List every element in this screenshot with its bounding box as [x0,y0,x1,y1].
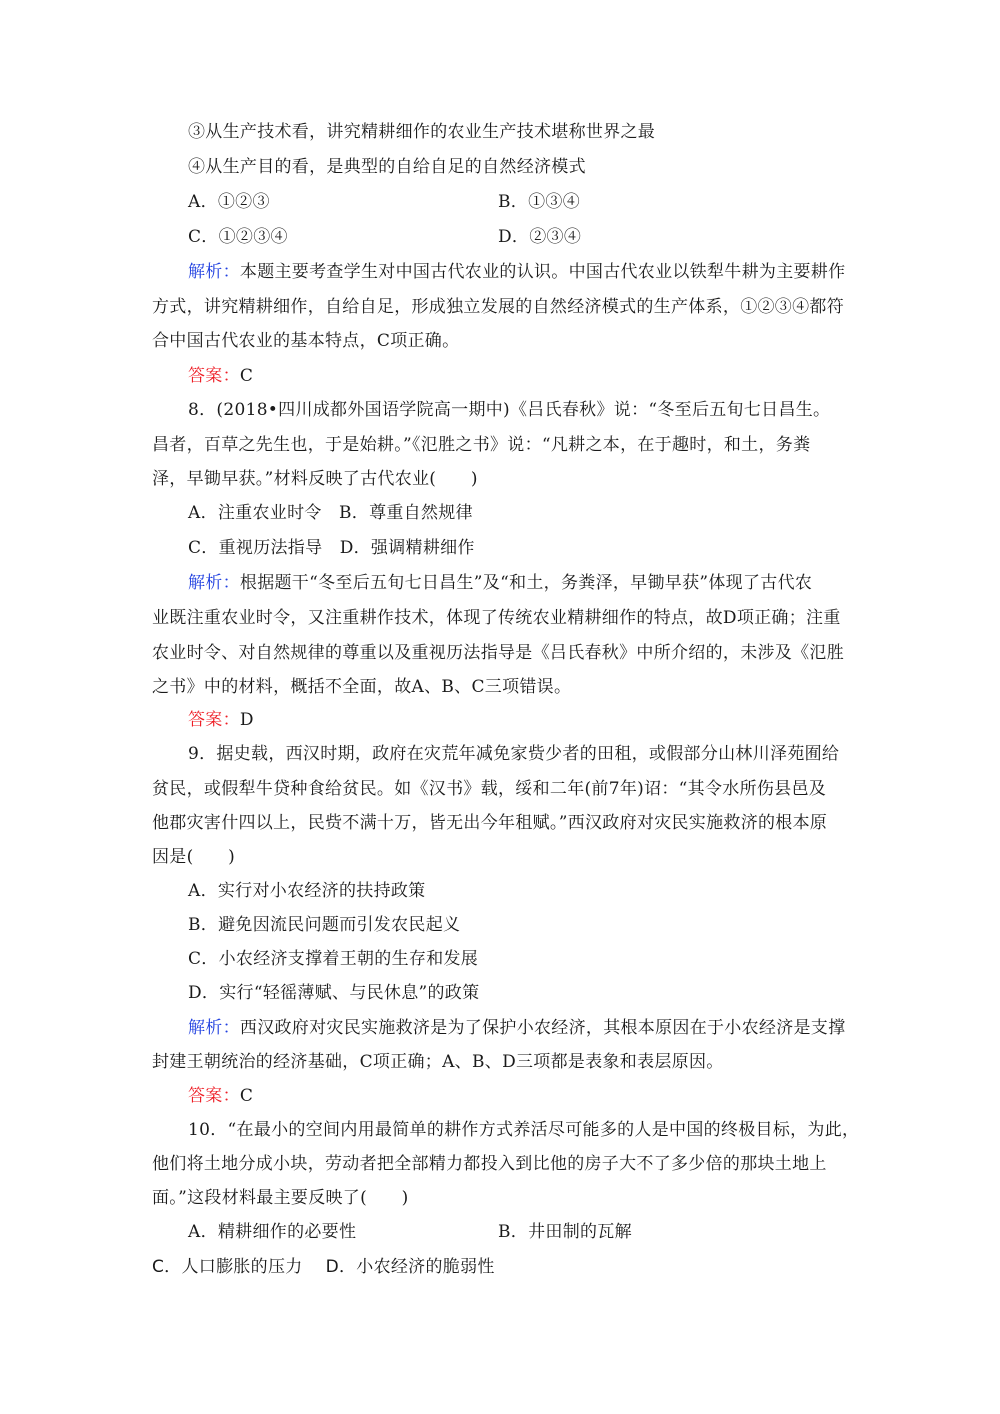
q9-option-b: B．避免因流民问题而引发农民起义 [188,915,461,935]
q8-analysis-line-2: 业既注重农业时令，又注重耕作技术，体现了传统农业精耕细作的特点，故D项正确；注重 [152,608,841,628]
answer-value: C [239,1086,254,1106]
q10-option-a: A．精耕细作的必要性 [188,1222,357,1242]
q7-option-a: A．①②③ [188,192,270,212]
q9-stem-line-1: 9．据史载，西汉时期，政府在灾荒年减免家赀少者的田租，或假部分山林川泽苑囿给 [188,744,840,764]
q7-analysis-line-1 [188,260,845,284]
q9-option-a: A．实行对小农经济的扶持政策 [188,881,426,901]
analysis-label: 解析： [188,573,240,593]
q10-option-b: B．井田制的瓦解 [498,1222,632,1242]
q9-stem-line-4: 因是( ) [152,847,236,867]
q7-statement-3: ③从生产技术看，讲究精耕细作的农业生产技术堪称世界之最 [188,122,656,142]
q9-analysis-line-2: 封建王朝统治的经济基础，C项正确；A、B、D三项都是表象和表层原因。 [152,1052,724,1072]
analysis-text: 根据题干“冬至后五旬七日昌生”及“和土，务粪泽，早锄早获”体现了古代农 [239,573,813,593]
q8-analysis-line-4: 之书》中的材料，概括不全面，故A、B、C三项错误。 [152,677,572,697]
q9-stem-line-3: 他郡灾害什四以上，民赀不满十万，皆无出今年租赋。”西汉政府对灾民实施救济的根本原 [152,813,828,833]
q10-options-cd: C．人口膨胀的压力 D．小农经济的脆弱性 [152,1257,495,1277]
answer-label: 答案： [188,710,240,730]
q10-stem-line-1: 10．“在最小的空间内用最简单的耕作方式养活尽可能多的人是中国的终极目标，为此， [188,1120,860,1140]
analysis-label: 解析： [188,262,240,282]
q9-analysis-line-1 [188,1016,845,1040]
q10-stem-line-2: 他们将土地分成小块，劳动者把全部精力都投入到比他的房子大不了多少倍的那块土地上 [152,1154,827,1174]
q7-option-c: C．①②③④ [188,227,288,247]
q7-option-b: B．①③④ [498,192,580,212]
q10-stem-line-3: 面。”这段材料最主要反映了( ) [152,1188,409,1208]
q7-answer [188,364,253,388]
q7-option-d: D．②③④ [498,227,582,247]
q8-stem-line-3: 泽，早锄早获。”材料反映了古代农业( ) [152,469,478,489]
q9-stem-line-2: 贫民，或假犁牛贷种食给贫民。如《汉书》载，绥和二年(前7年)诏：“其令水所伤县邑及 [152,779,827,799]
answer-label: 答案： [188,366,240,386]
answer-label: 答案： [188,1086,240,1106]
q7-analysis-line-2: 方式，讲究精耕细作，自给自足，形成独立发展的自然经济模式的生产体系，①②③④都符 [152,297,844,317]
analysis-label: 解析： [188,1018,240,1038]
q9-option-c: C．小农经济支撑着王朝的生存和发展 [188,949,479,969]
q8-stem-line-2: 昌者，百草之先生也，于是始耕。”《氾胜之书》说：“凡耕之本，在于趣时，和土，务粪 [152,435,811,455]
q8-options-cd: C．重视历法指导 D．强调精耕细作 [188,538,475,558]
q8-answer [188,708,254,732]
analysis-text: 本题主要考查学生对中国古代农业的认识。中国古代农业以铁犁牛耕为主要耕作 [239,262,846,282]
q9-answer [188,1084,253,1108]
answer-value: D [239,710,254,730]
q9-option-d: D．实行“轻徭薄赋、与民休息”的政策 [188,983,480,1003]
q8-options-ab: A．注重农业时令 B．尊重自然规律 [188,503,473,523]
q8-analysis-line-3: 农业时令、对自然规律的尊重以及重视历法指导是《吕氏春秋》中所介绍的，未涉及《氾胜 [152,643,844,663]
q7-statement-4: ④从生产目的看，是典型的自给自足的自然经济模式 [188,157,586,177]
q7-analysis-line-3: 合中国古代农业的基本特点，C项正确。 [152,331,460,351]
analysis-text: 西汉政府对灾民实施救济是为了保护小农经济，其根本原因在于小农经济是支撑 [239,1018,846,1038]
answer-value: C [239,366,254,386]
q8-analysis-line-1 [188,571,812,595]
q8-stem-line-1: 8．(2018•四川成都外国语学院高一期中)《吕氏春秋》说：“冬至后五旬七日昌生。 [188,400,831,420]
